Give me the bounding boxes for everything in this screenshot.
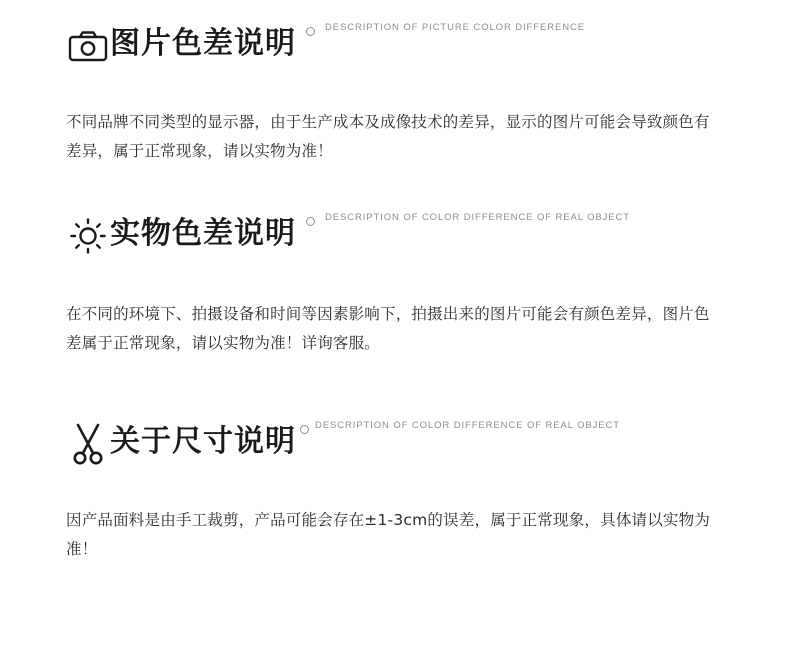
- section-title: 关于尺寸说明: [110, 424, 296, 459]
- scissors-icon: [66, 422, 110, 466]
- section-title: 实物色差说明: [110, 216, 296, 251]
- section-body: 在不同的环境下、拍摄设备和时间等因素影响下，拍摄出来的图片可能会有颜色差异，图片色差属于正常现象，请以实物为准！详询客服。: [66, 305, 710, 352]
- camera-icon: [66, 24, 110, 68]
- circle-bullet-icon: [306, 217, 315, 226]
- section-body: 因产品面料是由手工裁剪，产品可能会存在±1-3cm的误差，属于正常现象，具体请以实物为准！: [66, 511, 711, 558]
- sun-icon: [66, 214, 110, 258]
- circle-bullet-icon: [306, 27, 315, 36]
- section-title: 图片色差说明: [110, 26, 296, 61]
- section-body: 不同品牌不同类型的显示器，由于生产成本及成像技术的差异，显示的图片可能会导致颜色有差异，属于正常现象，请以实物为准！: [66, 113, 710, 160]
- section-real-object-color-difference: [0, 212, 790, 358]
- section-heading: [0, 212, 790, 258]
- circle-bullet-icon: [300, 425, 309, 434]
- section-subtitle: DESCRIPTION OF COLOR DIFFERENCE OF REAL OBJECT: [315, 420, 620, 431]
- section-size-description: [0, 420, 790, 564]
- section-picture-color-difference: [0, 22, 790, 166]
- section-heading: [0, 22, 790, 68]
- section-subtitle-wrap: [296, 22, 585, 42]
- section-subtitle-wrap: [296, 212, 630, 232]
- section-subtitle: DESCRIPTION OF PICTURE COLOR DIFFERENCE: [325, 22, 585, 33]
- section-subtitle: DESCRIPTION OF COLOR DIFFERENCE OF REAL OBJECT: [325, 212, 630, 223]
- section-heading: [0, 420, 790, 466]
- section-subtitle-wrap: [296, 420, 620, 440]
